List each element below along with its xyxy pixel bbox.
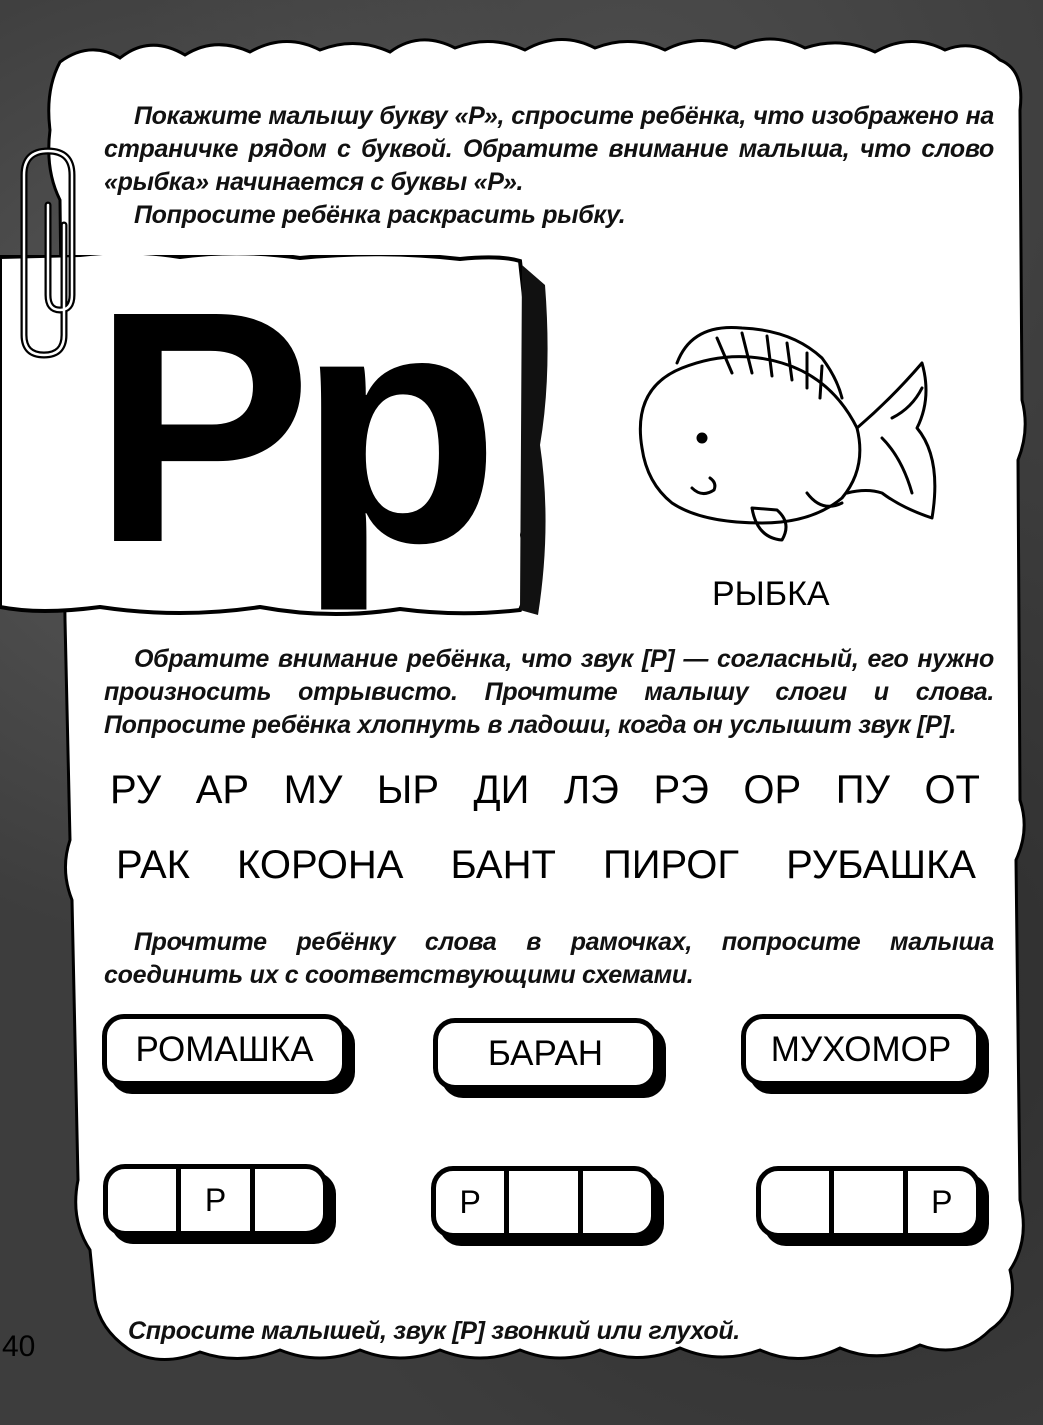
intro-instructions bbox=[104, 100, 994, 232]
practice-word: БАНТ bbox=[450, 843, 556, 887]
syllable: РУ bbox=[110, 768, 162, 812]
schema-cell bbox=[250, 1169, 323, 1231]
syllable: МУ bbox=[283, 768, 343, 812]
fish-illustration-icon bbox=[622, 318, 952, 558]
schema-cell: Р bbox=[459, 1183, 481, 1220]
matching-instructions bbox=[104, 926, 994, 992]
schema-cell bbox=[829, 1171, 902, 1233]
letter-display: Рр bbox=[92, 242, 486, 611]
word-row bbox=[116, 843, 976, 888]
schema-cell: Р bbox=[176, 1169, 249, 1231]
closing-question bbox=[128, 1290, 928, 1373]
schema-cell bbox=[108, 1169, 176, 1231]
fish-label: РЫБКА bbox=[712, 575, 830, 613]
intro-paragraph-2: Попросите ребёнка раскрасить рыбку. bbox=[134, 201, 626, 229]
syllable: ОР bbox=[743, 768, 802, 812]
word-box-baran: БАРАН bbox=[433, 1018, 658, 1090]
sound-schema-1 bbox=[103, 1164, 328, 1236]
schema-cell: Р bbox=[903, 1171, 976, 1233]
practice-word: РУБАШКА bbox=[786, 843, 976, 887]
page-number: 40 bbox=[2, 1330, 36, 1363]
intro-paragraph-1: Покажите малышу букву «Р», спросите ребёнка, что изображено на страничке рядом с буквой. Обратите внимание малыша, что слово «рыбка» начинается с буквы «Р». bbox=[104, 102, 994, 196]
syllable: ЛЭ bbox=[563, 768, 619, 812]
schema-cell bbox=[578, 1171, 651, 1233]
syllable: ДИ bbox=[473, 768, 530, 812]
syllable: РЭ bbox=[653, 768, 709, 812]
sound-paragraph: Обратите внимание ребёнка, что звук [Р] — согласный, его нужно произносить отрывисто. Прочтите малышу слоги и слова. Попросите ребёнка хлопнуть в ладоши, когда он услышит звук [Р]. bbox=[104, 645, 994, 739]
syllable: АР bbox=[195, 768, 250, 812]
paperclip-icon bbox=[2, 145, 92, 365]
syllable: ПУ bbox=[835, 768, 890, 812]
practice-word: ПИРОГ bbox=[602, 843, 740, 887]
sound-instructions bbox=[104, 643, 994, 742]
schema-cell bbox=[761, 1171, 829, 1233]
word-box-muhomor: МУХОМОР bbox=[741, 1014, 981, 1086]
syllable-row bbox=[110, 768, 980, 813]
sound-schema-2 bbox=[431, 1166, 656, 1238]
schema-cell bbox=[504, 1171, 577, 1233]
syllable: ЫР bbox=[376, 768, 439, 812]
closing-paragraph: Спросите малышей, звук [Р] звонкий или глухой. bbox=[128, 1317, 740, 1345]
practice-word: КОРОНА bbox=[237, 843, 404, 887]
syllable: ОТ bbox=[924, 768, 980, 812]
sound-schema-3 bbox=[756, 1166, 981, 1238]
matching-paragraph: Прочтите ребёнку слова в рамочках, попросите малыша соединить их с соответствующими схемами. bbox=[104, 928, 994, 989]
word-box-romashka: РОМАШКА bbox=[102, 1014, 347, 1086]
practice-word: РАК bbox=[116, 843, 190, 887]
